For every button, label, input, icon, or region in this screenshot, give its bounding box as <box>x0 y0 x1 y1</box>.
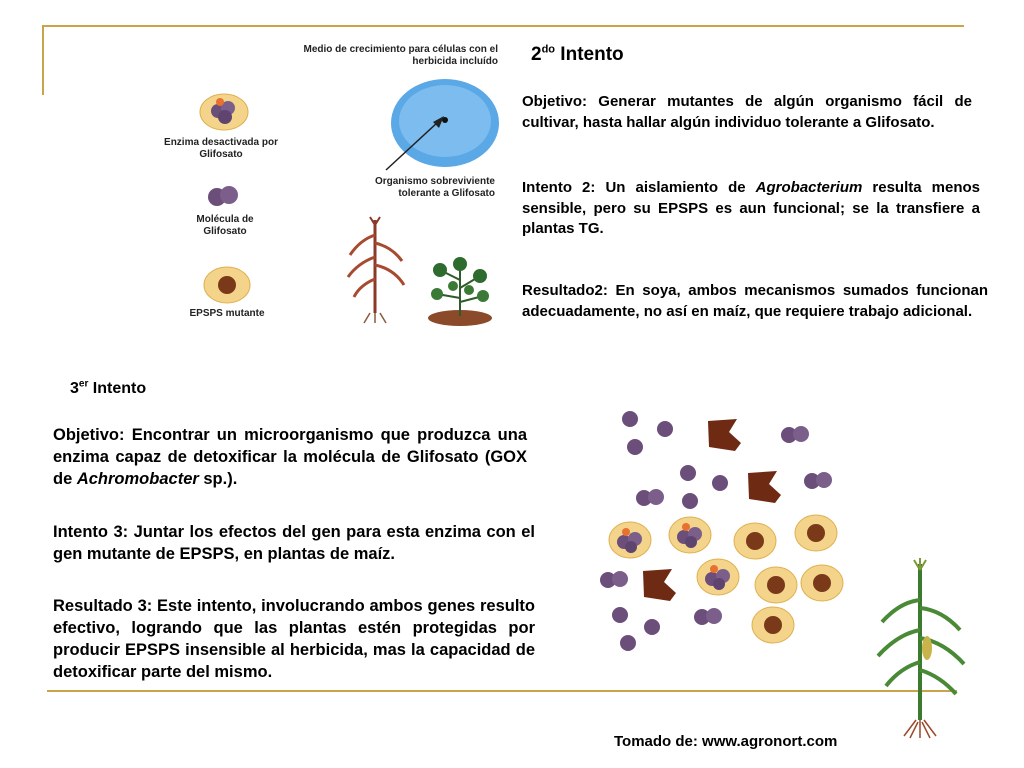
corn-plant-icon <box>340 215 410 325</box>
slide2-title-sup: do <box>541 43 556 56</box>
slide2-title-rest: Intento <box>555 44 624 65</box>
label-organismo: Organismo sobreviviente tolerante a Glifosato <box>374 176 495 199</box>
slide2-intento-italic: Agrobacterium <box>755 179 863 196</box>
slide3-title-main: 3 <box>70 380 79 397</box>
bottom-rule <box>47 690 957 692</box>
slide3-intento: Intento 3: Juntar los efectos del gen para esta enzima con el gen mutante de EPSPS, en plantas de maíz. <box>53 523 535 563</box>
slide3-objetivo-pre: Objetivo: Encontrar un microorganismo que produzca una enzima capaz de detoxificar la molécula de Glifosato (GOX de <box>53 426 527 488</box>
label-medio: Medio de crecimiento para células con el herbicida incluído <box>303 44 498 67</box>
slide3-resultado: Resultado 3: Este intento, involucrando ambos genes resulto efectivo, logrando que las plantas estén protegidas por producir EPSPS insensible al herbicida, mas la capacidad de detoxificar parte del mismo. <box>53 597 535 681</box>
slide2-title <box>531 44 624 66</box>
slide3-title-rest: Intento <box>88 380 147 397</box>
slide2-intento <box>522 178 980 240</box>
soybean-plant-icon <box>425 250 495 330</box>
epsps-mutant-icon <box>202 265 252 305</box>
label-molecula: Molécula de Glifosato <box>196 214 254 237</box>
slide2-title-main: 2 <box>531 44 542 65</box>
slide3-title <box>70 380 146 398</box>
slide2-intento-post: resulta menos sensible, pero su EPSPS es aun funcional; se la transfiere a plantas TG. <box>522 179 980 237</box>
slide3-objetivo-italic: Achromobacter <box>76 470 199 488</box>
glyphosate-molecule-icon <box>203 183 243 211</box>
slide2-objetivo: Objetivo: Generar mutantes de algún organismo fácil de cultivar, hasta hallar algún individuo tolerante a Glifosato. <box>522 93 972 131</box>
left-rule <box>42 25 44 95</box>
slide3-objetivo <box>53 424 527 490</box>
top-rule <box>42 25 964 27</box>
label-epsps: EPSPS mutante <box>189 308 265 319</box>
enzyme-deactivated-icon <box>198 90 250 132</box>
molecule-scatter-figure <box>590 405 850 660</box>
slide2-intento-pre: Intento 2: Un aislamiento de <box>522 179 756 196</box>
slide3-title-sup: er <box>78 378 89 390</box>
credit-source: Tomado de: www.agronort.com <box>614 733 838 750</box>
slide2-resultado: Resultado2: En soya, ambos mecanismos sumados funcionan adecuadamente, no así en maíz, que requiere trabajo adicional. <box>522 282 988 320</box>
label-enzima: Enzima desactivada por Glifosato <box>164 137 278 160</box>
healthy-corn-plant-icon <box>870 560 970 740</box>
slide3-objetivo-post: sp.). <box>198 470 238 488</box>
arrow-icon <box>378 112 448 174</box>
